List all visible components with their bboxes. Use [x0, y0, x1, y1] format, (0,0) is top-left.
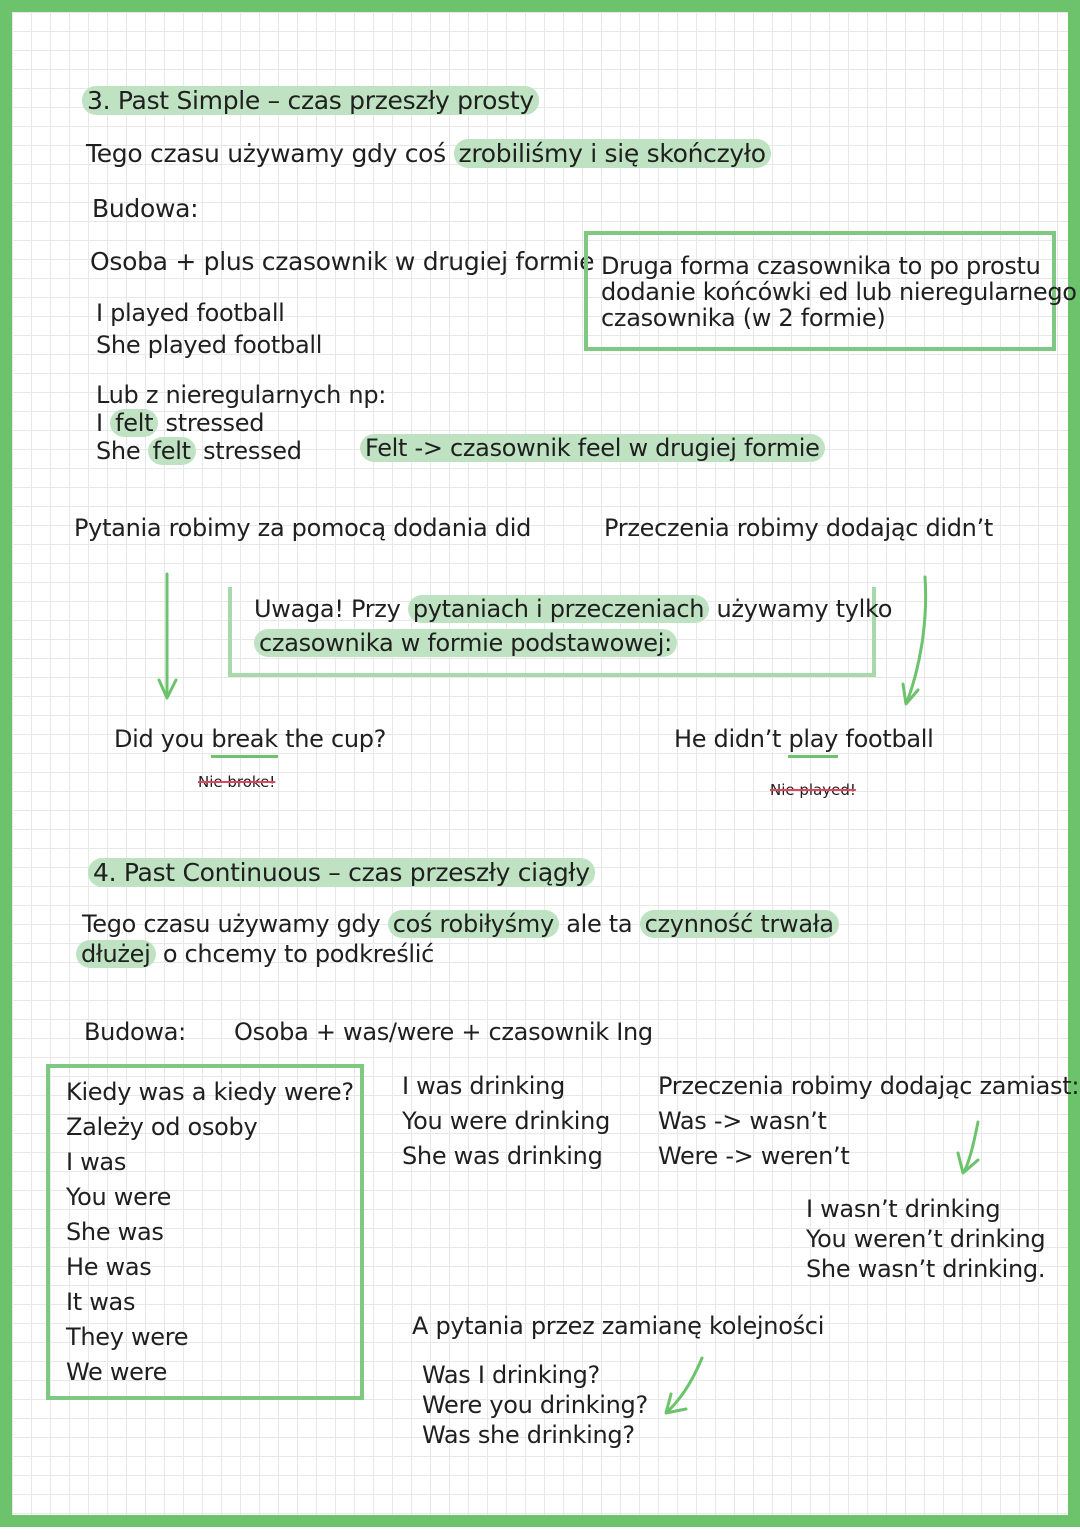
negation-rule-line-1: Przeczenia robimy dodając zamiast:	[658, 1072, 1080, 1100]
section3-formula: Osoba + plus czasownik w drugiej formie	[90, 247, 595, 276]
question-rule: A pytania przez zamianę kolejności	[412, 1312, 825, 1340]
note-line-3: czasownika (w 2 formie)	[601, 304, 886, 332]
was-were-line-9: We were	[66, 1358, 168, 1386]
negation-rule-line-3: Were -> weren’t	[658, 1142, 850, 1170]
section3-usage: Tego czasu używamy gdy coś zrobiliśmy i się skończyło	[86, 139, 771, 169]
question-wrong-note: Nie broke!	[198, 773, 276, 791]
note-line-2: dodanie końcówki ed lub nieregularnego	[601, 278, 1077, 306]
warning-line-2: czasownika w formie podstawowej:	[254, 629, 677, 657]
was-were-line-8: They were	[66, 1323, 189, 1351]
negation-rule-line-2: Was -> wasn’t	[658, 1107, 827, 1135]
was-were-line-6: He was	[66, 1253, 152, 1281]
negative-example-1: I wasn’t drinking	[806, 1195, 1001, 1223]
section4-usage-line-2: dłużej o chcemy to podkreślić	[76, 940, 434, 968]
questions-rule: Pytania robimy za pomocą dodania did	[74, 514, 532, 542]
negative-example-3: She wasn’t drinking.	[806, 1255, 1046, 1283]
question-example-3: Was she drinking?	[422, 1421, 635, 1449]
section4-title: 4. Past Continuous – czas przeszły ciągły	[88, 858, 595, 888]
section4-usage-line-1: Tego czasu używamy gdy coś robiłyśmy ale ta czynność trwała	[82, 910, 839, 938]
question-example-1: Was I drinking?	[422, 1361, 600, 1389]
example-line-1: I played football	[96, 299, 285, 327]
down-arrow-icon	[159, 574, 176, 698]
affirmative-line-1: I was drinking	[402, 1072, 565, 1100]
negative-example-2: You weren’t drinking	[806, 1225, 1046, 1253]
affirmative-line-2: You were drinking	[402, 1107, 611, 1135]
was-were-line-2: Zależy od osoby	[66, 1113, 258, 1141]
negation-example: He didn’t play football	[674, 725, 934, 753]
negation-wrong-note: Nie played!	[770, 781, 856, 799]
irregular-example-1: I felt stressed	[96, 409, 265, 437]
negation-rule: Przeczenia robimy dodając didn’t	[604, 514, 994, 542]
note-line-1: Druga forma czasownika to po prostu	[601, 252, 1041, 280]
section3-structure-label: Budowa:	[92, 194, 199, 223]
section3-title: 3. Past Simple – czas przeszły prosty	[82, 86, 539, 116]
was-were-line-5: She was	[66, 1218, 164, 1246]
question-example-2: Were you drinking?	[422, 1391, 648, 1419]
warning-line-1: Uwaga! Przy pytaniach i przeczeniach używamy tylko	[254, 595, 893, 623]
irregular-intro: Lub z nieregularnych np:	[96, 381, 387, 409]
section4-formula: Osoba + was/were + czasownik Ing	[234, 1018, 653, 1046]
down-arrow-icon	[958, 1122, 978, 1173]
was-were-line-1: Kiedy was a kiedy were?	[66, 1078, 354, 1106]
section4-structure-label: Budowa:	[84, 1018, 186, 1046]
felt-note: Felt -> czasownik feel w drugiej formie	[360, 434, 825, 462]
was-were-line-4: You were	[66, 1183, 172, 1211]
question-example: Did you break the cup?	[114, 725, 386, 753]
irregular-example-2: She felt stressed	[96, 437, 302, 465]
left-arrow-icon	[666, 1358, 702, 1413]
down-arrow-icon	[903, 577, 926, 704]
affirmative-line-3: She was drinking	[402, 1142, 603, 1170]
was-were-line-7: It was	[66, 1288, 136, 1316]
was-were-line-3: I was	[66, 1148, 127, 1176]
example-line-2: She played football	[96, 331, 323, 359]
